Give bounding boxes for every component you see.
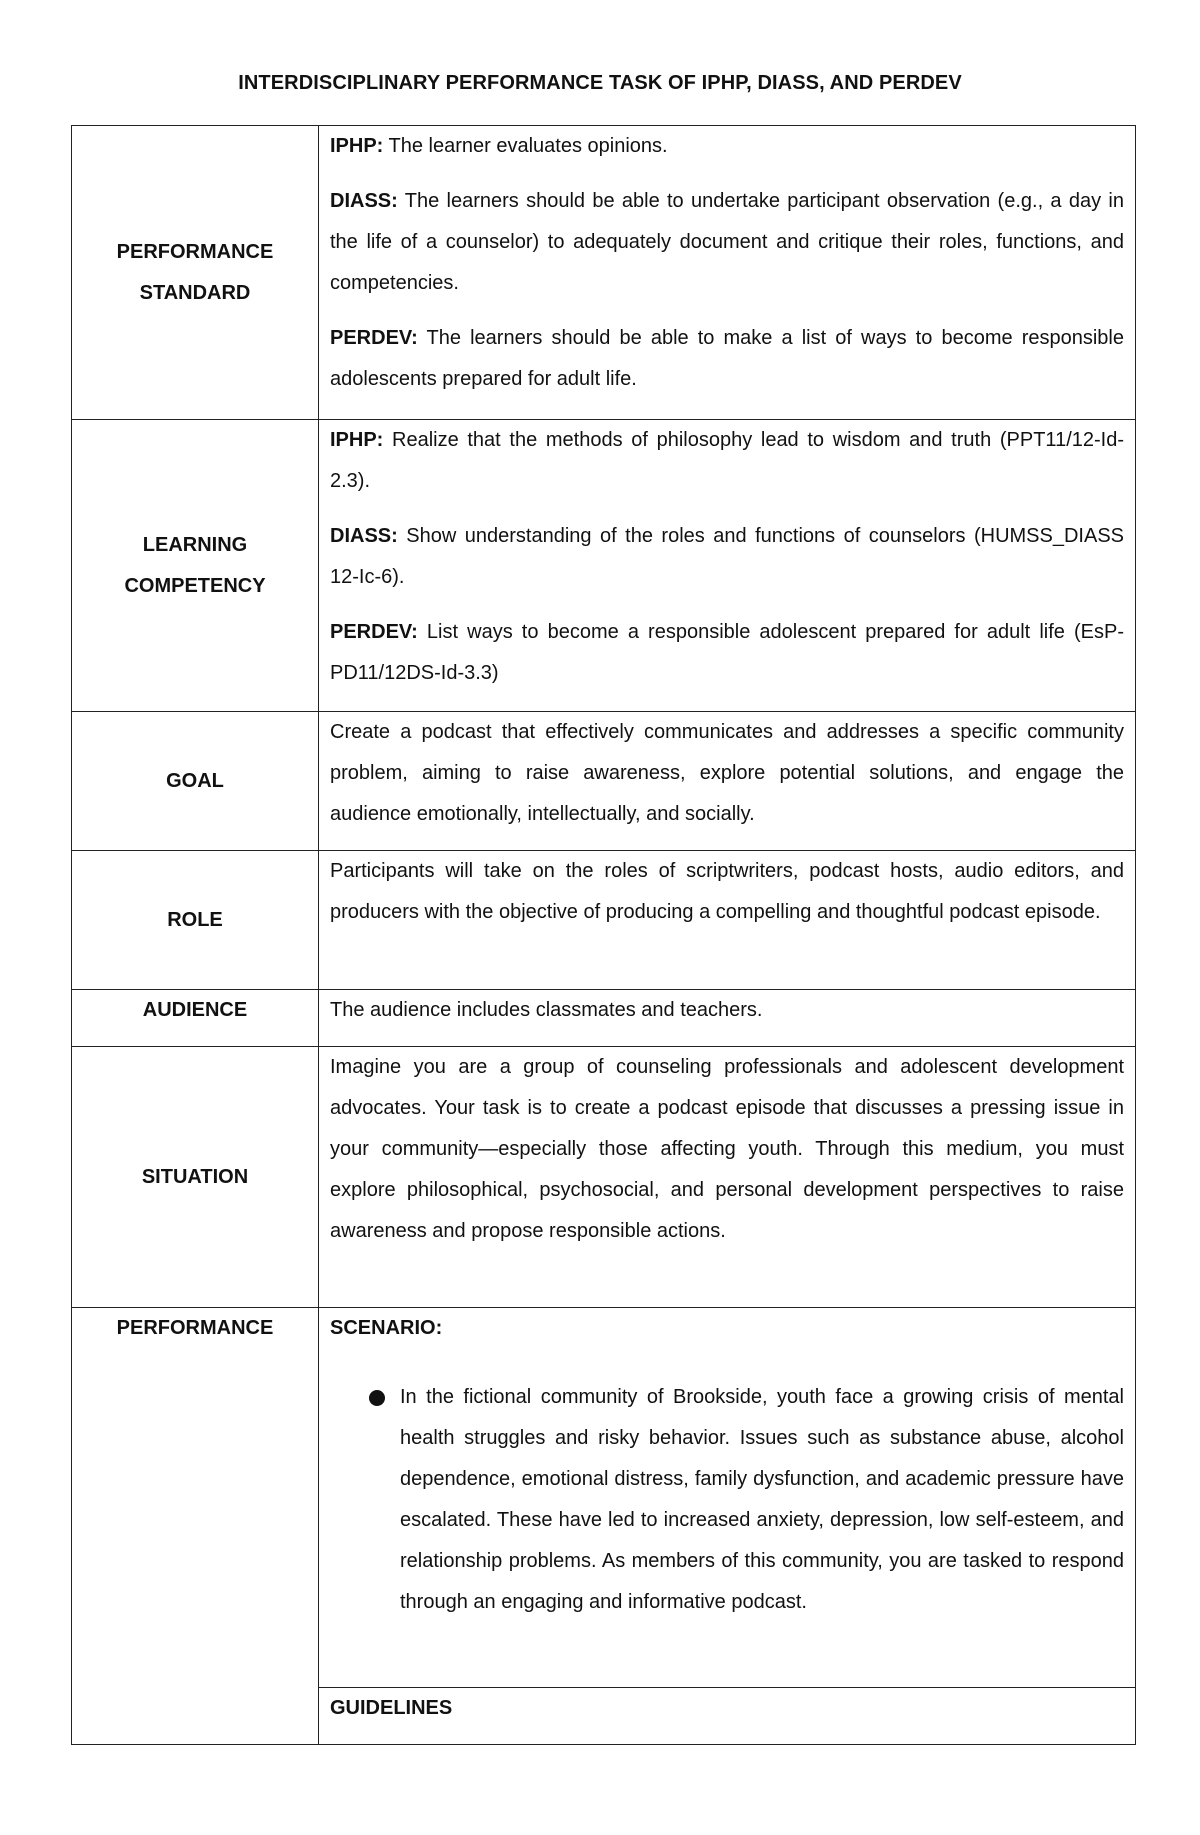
perdev-competency [330, 612, 1124, 694]
label-performance-standard [72, 126, 319, 420]
content-guidelines [319, 1688, 1136, 1745]
content-audience [319, 990, 1136, 1047]
diass-competency [330, 516, 1124, 598]
label-line: COMPETENCY [124, 574, 266, 597]
competency-text: List ways to become a responsible adolescent prepared for adult life (EsP-PD11/12DS-Id-3.3) [330, 621, 1124, 684]
role-text: Participants will take on the roles of scriptwriters, podcast hosts, audio editors, and producers with the objective of producing a compelling and thoughtful podcast episode. [330, 860, 1124, 923]
row-performance-scenario [72, 1308, 1136, 1688]
performance-task-table [71, 125, 1136, 1745]
standard-text: The learner evaluates opinions. [383, 135, 668, 157]
scenario-text: In the fictional community of Brookside, youth face a growing crisis of mental health struggles and risky behavior. Issues such as substance abuse, alcohol dependence, emotional distress, family dysfunction, and academic pressure have escalated. These have led to increased anxiety, depression, low self-esteem, and relationship problems. As members of this community, you are tasked to respond through an engaging and informative podcast. [400, 1386, 1124, 1613]
iphp-competency [330, 420, 1124, 502]
competency-text: Realize that the methods of philosophy lead to wisdom and truth (PPT11/12-Id-2.3). [330, 429, 1124, 492]
scenario-heading: SCENARIO: [330, 1317, 443, 1339]
goal-text: Create a podcast that effectively communicates and addresses a specific community problem, aiming to raise awareness, explore potential solutions, and engage the audience emotionally, intellectually, and socially. [330, 721, 1124, 825]
row-role [72, 851, 1136, 990]
content-role [319, 851, 1136, 990]
row-situation [72, 1047, 1136, 1308]
label-line: PERFORMANCE [116, 240, 274, 263]
subject-key: DIASS: [330, 525, 398, 547]
audience-text: The audience includes classmates and teachers. [330, 999, 763, 1021]
perdev-standard [330, 318, 1124, 400]
subject-key: PERDEV: [330, 327, 418, 349]
content-scenario [319, 1308, 1136, 1688]
situation-text: Imagine you are a group of counseling professionals and adolescent development advocates. Your task is to create a podcast episode that discusses a pressing issue in your community—especially those affecting youth. Through this medium, you must explore philosophical, psychosocial, and personal development perspectives to raise awareness and propose responsible actions. [330, 1056, 1124, 1242]
label-situation: SITUATION [72, 1047, 319, 1308]
row-performance-standard [72, 126, 1136, 420]
label-goal: GOAL [72, 712, 319, 851]
row-audience [72, 990, 1136, 1047]
label-role: ROLE [72, 851, 319, 990]
standard-text: The learners should be able to make a list of ways to become responsible adolescents prepared for adult life. [330, 327, 1124, 390]
label-line: STANDARD [139, 281, 251, 304]
competency-text: Show understanding of the roles and functions of counselors (HUMSS_DIASS 12-Ic-6). [330, 525, 1124, 588]
label-line: LEARNING [142, 533, 248, 556]
label-audience: AUDIENCE [72, 990, 319, 1047]
bullet-icon [369, 1390, 385, 1406]
label-performance: PERFORMANCE [72, 1308, 319, 1745]
subject-key: IPHP: [330, 429, 384, 451]
diass-standard [330, 181, 1124, 304]
content-learning-competency [319, 420, 1136, 712]
guidelines-heading: GUIDELINES [330, 1697, 453, 1719]
content-situation [319, 1047, 1136, 1308]
content-performance-standard [319, 126, 1136, 420]
row-goal [72, 712, 1136, 851]
iphp-standard [330, 126, 1124, 167]
subject-key: DIASS: [330, 190, 398, 212]
label-learning-competency [72, 420, 319, 712]
subject-key: IPHP: [330, 135, 384, 157]
subject-key: PERDEV: [330, 621, 418, 643]
content-goal [319, 712, 1136, 851]
scenario-bullet-item [330, 1377, 1124, 1623]
document-title: INTERDISCIPLINARY PERFORMANCE TASK OF IPHP, DIASS, AND PERDEV [238, 72, 962, 94]
row-learning-competency [72, 420, 1136, 712]
standard-text: The learners should be able to undertake participant observation (e.g., a day in the life of a counselor) to adequately document and critique their roles, functions, and competencies. [330, 190, 1124, 294]
